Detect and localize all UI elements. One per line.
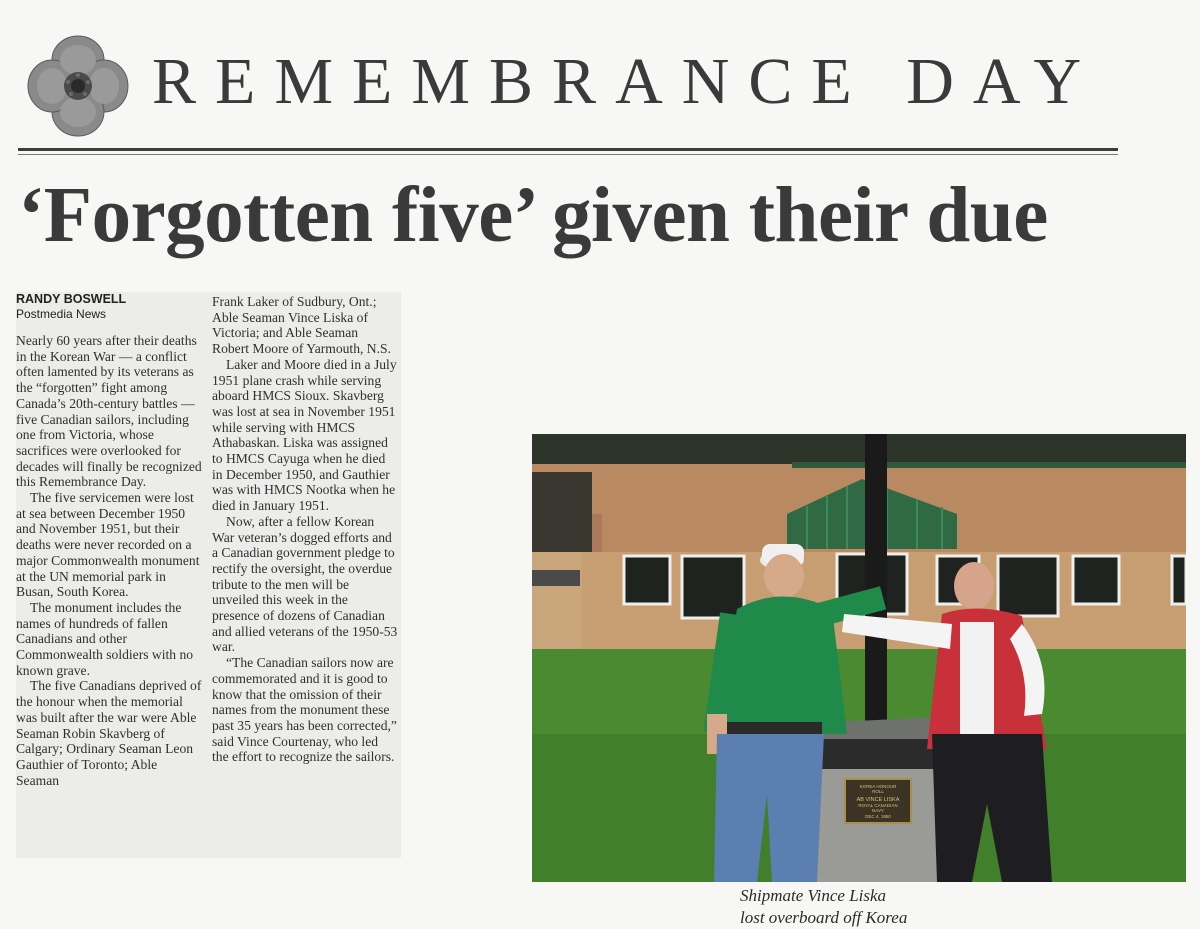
paragraph: The five Canadians deprived of the honour when the memorial was built after the war were Able Seaman Robin Skavberg of Calgary; Ordinary Seaman Leon Gauthier of Toronto; Able Seaman	[16, 678, 202, 788]
plaque-line-4: ROYAL CANADIAN	[858, 803, 898, 808]
article-body	[16, 292, 401, 858]
article-column-1	[16, 292, 202, 788]
article-column-2	[212, 294, 398, 765]
plaque-line-1: KOREA HONOUR	[859, 784, 897, 789]
plaque-line-5: NAVY	[872, 808, 884, 813]
headline: ‘Forgotten five’ given their due	[18, 172, 1048, 259]
plaque-line-3: AB VINCE LISKA	[856, 797, 900, 803]
paragraph: Frank Laker of Sudbury, Ont.; Able Seaman Vince Liska of Victoria; and Able Seaman Robert Moore of Yarmouth, N.S.	[212, 294, 391, 357]
section-title: REMEMBRANCE DAY	[152, 45, 1101, 118]
paragraph: “The Canadian sailors now are commemorated and it is good to know that the omission of their names from the monument these past 35 years has been corrected,” said Vince Courtenay, who led the effort to recognize the sailors.	[212, 655, 397, 765]
plaque-line-2: ROLL	[872, 789, 884, 794]
header-rule	[18, 148, 1118, 151]
handwritten-caption	[740, 885, 990, 929]
plaque-line-6: DEC 4, 1950	[865, 814, 891, 819]
poppy-icon	[22, 30, 134, 142]
paragraph: The monument includes the names of hundreds of fallen Canadians and other Commonwealth soldiers with no known grave.	[16, 599, 194, 678]
byline: RANDY BOSWELL	[16, 292, 127, 306]
caption-line-1: Shipmate Vince Liska	[740, 886, 887, 905]
memorial-photo	[532, 434, 1186, 882]
news-agency: Postmedia News	[16, 307, 107, 321]
photo-scene	[532, 434, 1186, 882]
paragraph: Nearly 60 years after their deaths in the Korean War — a conflict often lamented by its veterans as the “forgotten” fight among Canada’s 20th-century battles — five Canadian sailors, including one from Victoria, whose sacrifices were overlooked for decades will finally be recognized this Remembrance Day.	[16, 333, 202, 490]
caption-line-2: lost overboard off Korea	[740, 908, 908, 927]
header-rule-thin	[18, 154, 1118, 155]
paragraph: Now, after a fellow Korean War veteran’s dogged efforts and a Canadian government pledge to rectify the oversight, the overdue tribute to the men will be unveiled this week in the presence of dozens of Canadian and allied veterans of the 1950-53 war.	[212, 513, 398, 655]
paragraph: Laker and Moore died in a July 1951 plane crash while serving aboard HMCS Sioux. Skavberg was lost at sea in November 1951 while serving with HMCS Athabaskan. Liska was assigned to HMCS Cayuga when he died in December 1950, and Gauthier was with HMCS Nootka when he died in January 1951.	[212, 356, 397, 514]
paragraph: The five servicemen were lost at sea between December 1950 and November 1951, but their deaths were never recorded on a major Commonwealth monument at the UN memorial park in Busan, South Korea.	[16, 490, 200, 600]
